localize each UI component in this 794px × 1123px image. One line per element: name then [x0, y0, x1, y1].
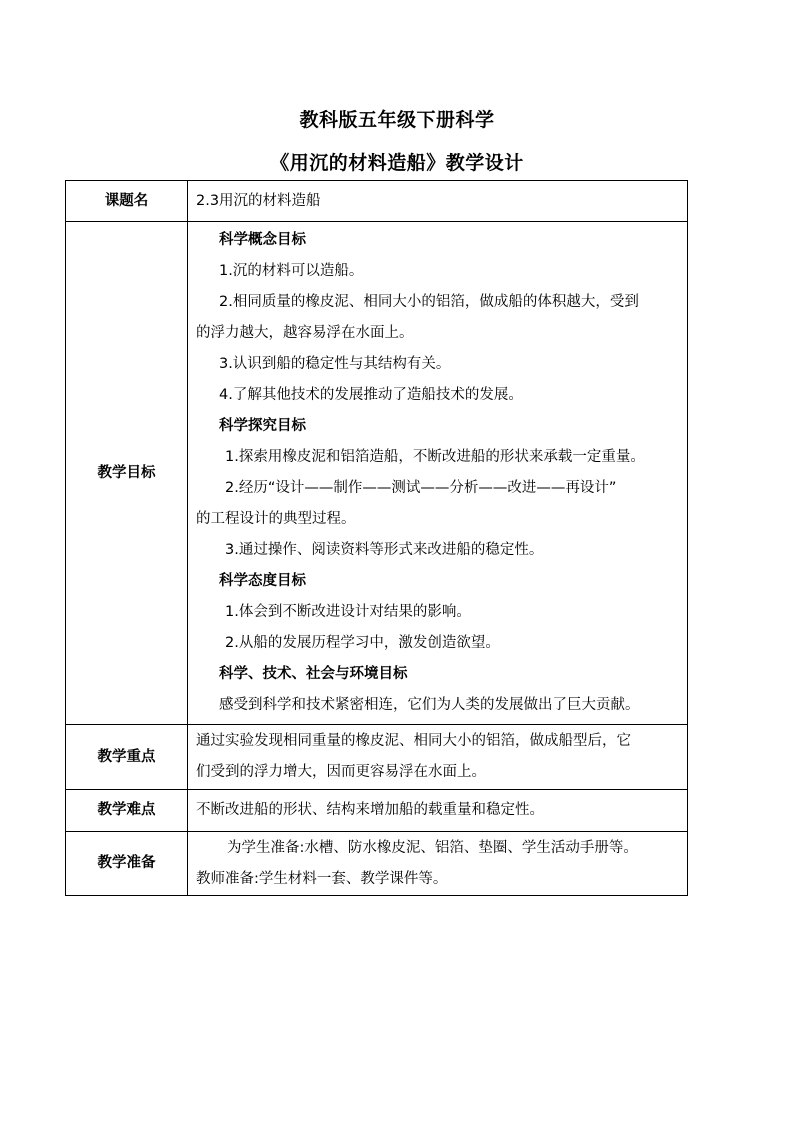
- key-points-label: 教学重点: [66, 725, 188, 790]
- lesson-plan-table: [65, 180, 688, 896]
- concept-goal-item-continued: 的浮力越大，越容易浮在水面上。: [196, 325, 414, 341]
- table-row-difficulties: [66, 790, 688, 832]
- topic-label: 课题名: [66, 181, 188, 222]
- objectives-cell: [188, 222, 688, 725]
- attitude-goal-item: 2.从船的发展历程学习中，激发创造欲望。: [225, 635, 500, 651]
- table-row-preparation: [66, 832, 688, 896]
- concept-goal-item: 2.相同质量的橡皮泥、相同大小的铝箔，做成船的体积越大，受到: [219, 294, 639, 310]
- difficulties-value: 不断改进船的形状、结构来增加船的载重量和稳定性。: [188, 790, 688, 832]
- key-points-line: 通过实验发现相同重量的橡皮泥、相同大小的铝箔，做成船型后，它: [196, 733, 631, 749]
- difficulties-label: 教学难点: [66, 790, 188, 832]
- concept-goal-heading: 科学概念目标: [219, 232, 306, 248]
- preparation-label: 教学准备: [66, 832, 188, 896]
- document-title: 教科版五年级下册科学: [299, 109, 495, 131]
- table-row-objectives: [66, 222, 688, 725]
- attitude-goal-heading: 科学态度目标: [219, 573, 306, 589]
- concept-goal-item: 1.沉的材料可以造船。: [219, 263, 364, 279]
- inquiry-goal-item: 1.探索用橡皮泥和铝箔造船，不断改进船的形状来承载一定重量。: [225, 449, 645, 465]
- inquiry-goal-heading: 科学探究目标: [219, 418, 306, 434]
- preparation-line: 为学生准备:水槽、防水橡皮泥、铝箔、垫圈、学生活动手册等。: [227, 839, 638, 856]
- attitude-goal-item: 1.体会到不断改进设计对结果的影响。: [225, 604, 471, 620]
- key-points-cell: [188, 725, 688, 790]
- concept-goal-item: 3.认识到船的稳定性与其结构有关。: [219, 356, 451, 372]
- inquiry-goal-item: 2.经历“设计——制作——测试——分析——改进——再设计”: [225, 480, 617, 496]
- preparation-line: 教师准备:学生材料一套、教学课件等。: [196, 870, 448, 887]
- key-points-line: 们受到的浮力增大，因而更容易浮在水面上。: [196, 764, 486, 780]
- inquiry-goal-item: 3.通过操作、阅读资料等形式来改进船的稳定性。: [225, 542, 544, 558]
- sts-goal-item: 感受到科学和技术紧密相连，它们为人类的发展做出了巨大贡献。: [219, 697, 640, 713]
- sts-goal-heading: 科学、技术、社会与环境目标: [219, 666, 408, 682]
- objectives-label: 教学目标: [66, 222, 188, 725]
- topic-value: 2.3用沉的材料造船: [188, 181, 688, 222]
- concept-goal-item: 4.了解其他技术的发展推动了造船技术的发展。: [219, 387, 523, 403]
- preparation-cell: [188, 832, 688, 896]
- table-row-topic: [66, 181, 688, 222]
- table-row-key-points: [66, 725, 688, 790]
- inquiry-goal-item-continued: 的工程设计的典型过程。: [196, 511, 356, 527]
- document-subtitle: 《用沉的材料造船》教学设计: [270, 152, 524, 174]
